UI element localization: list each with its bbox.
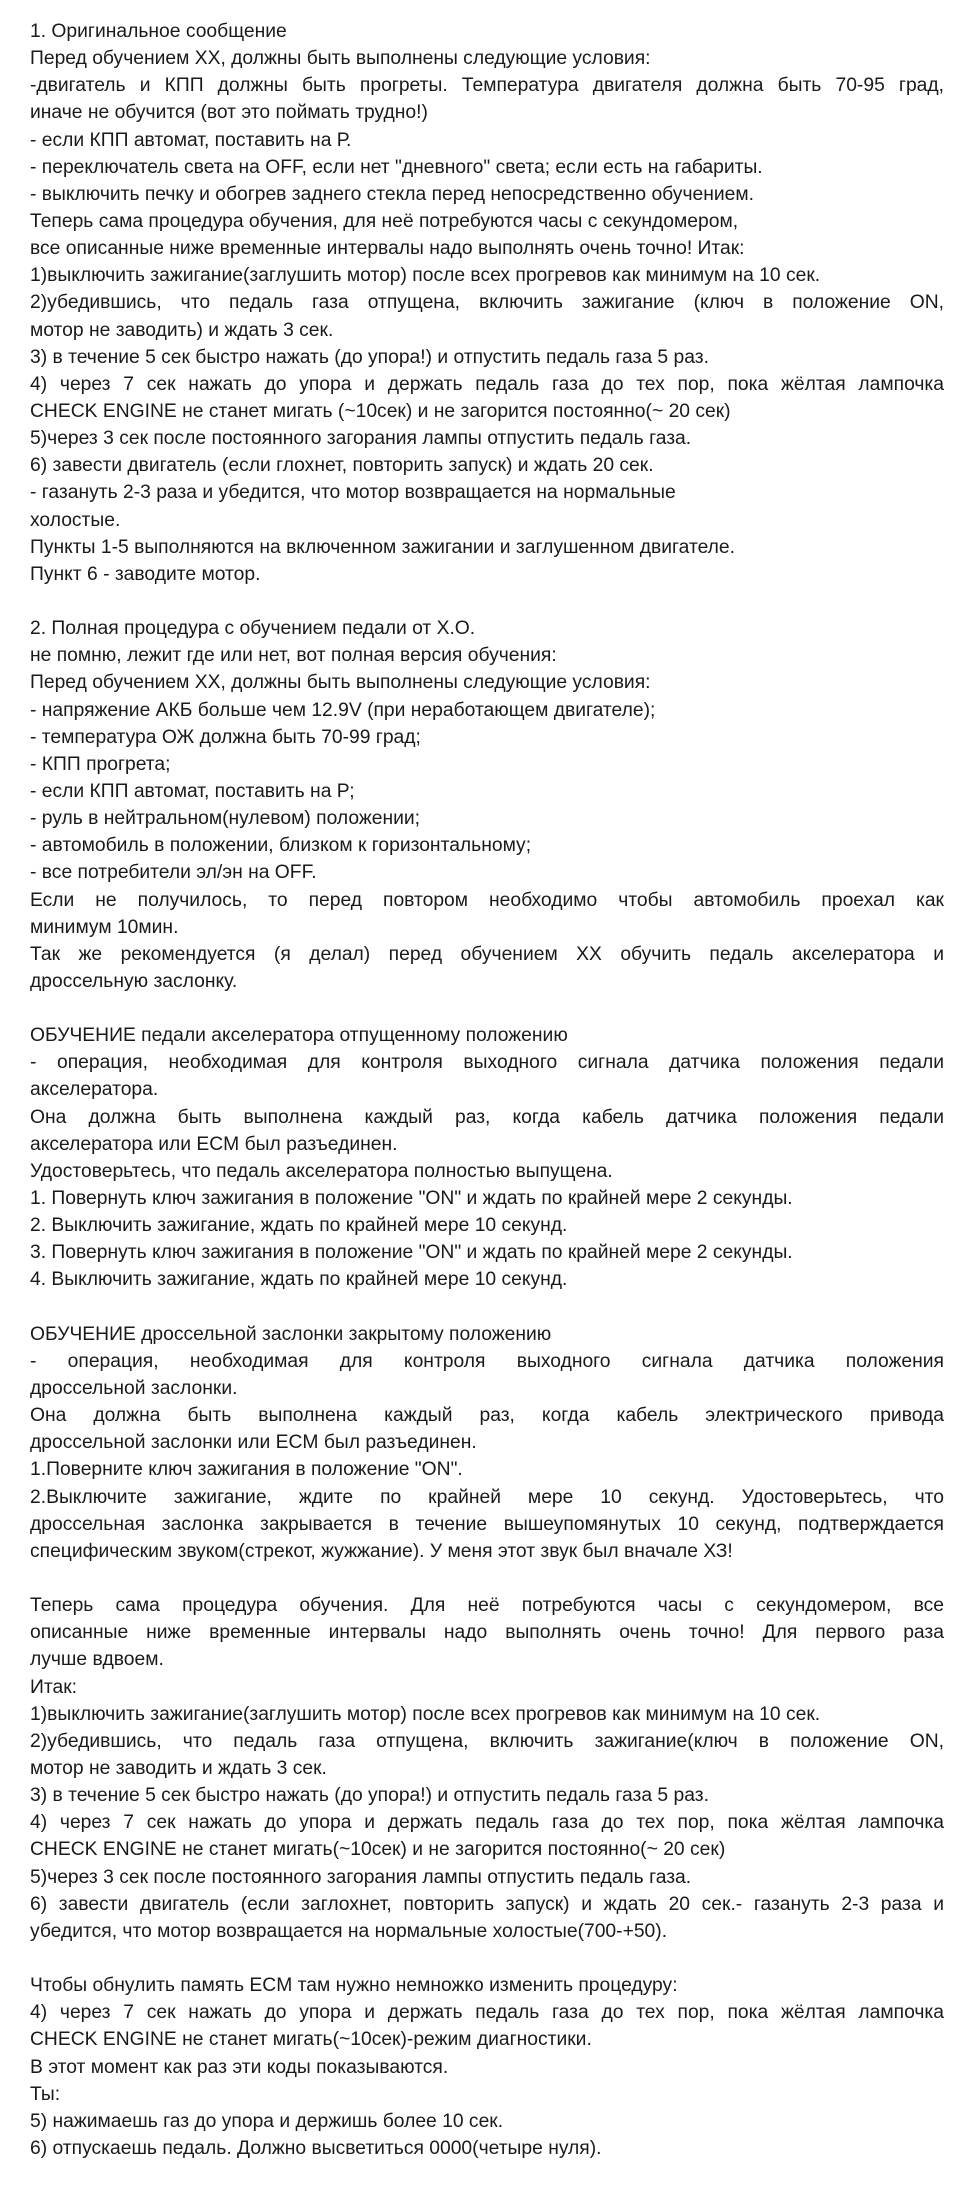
- text-line: 6) завести двигатель (если заглохнет, повторить запуск) и ждать 20 сек.- газануть 2-3 раза и: [30, 1893, 944, 1915]
- text-line: 2)убедившись, что педаль газа отпущена, включить зажигание(ключ в положение ON,: [30, 1730, 944, 1752]
- text-line: Перед обучением ХХ, должны быть выполнены следующие условия:: [30, 48, 651, 70]
- text-line: - если КПП автомат, поставить на Р.: [30, 129, 352, 151]
- text-line: дроссельная заслонка закрывается в течение вышеупомянутых 10 секунд, подтверждается: [30, 1513, 944, 1535]
- text-line: -двигатель и КПП должны быть прогреты. Температура двигателя должна быть 70-95 град,: [30, 75, 944, 97]
- text-line: Так же рекомендуется (я делал) перед обучением ХХ обучить педаль акселератора и: [30, 943, 944, 965]
- text-line: Удостоверьтесь, что педаль акселератора полностью выпущена.: [30, 1160, 613, 1182]
- text-line: - операция, необходимая для контроля выходного сигнала датчика положения: [30, 1350, 944, 1372]
- text-line: CHECK ENGINE не станет мигать(~10сек)-режим диагностики.: [30, 2029, 592, 2051]
- text-line: Она должна быть выполнена каждый раз, когда кабель электрического привода: [30, 1405, 944, 1427]
- text-line: 4. Выключить зажигание, ждать по крайней мере 10 секунд.: [30, 1269, 568, 1291]
- text-line: 2. Выключить зажигание, ждать по крайней мере 10 секунд.: [30, 1215, 568, 1237]
- text-line: дроссельной заслонки или ECM был разъединен.: [30, 1432, 477, 1454]
- text-line: - выключить печку и обогрев заднего стекла перед непосредственно обучением.: [30, 183, 754, 205]
- blank-line: [30, 1565, 944, 1592]
- text-line: убедится, что мотор возвращается на нормальные холостые(700-+50).: [30, 1920, 668, 1942]
- text-line: Итак:: [30, 1676, 77, 1698]
- text-line: 1)выключить зажигание(заглушить мотор) после всех прогревов как минимум на 10 сек.: [30, 265, 821, 287]
- text-line: минимум 10мин.: [30, 916, 179, 938]
- text-line: ОБУЧЕНИЕ педали акселератора отпущенному положению: [30, 1025, 568, 1047]
- text-line: 1)выключить зажигание(заглушить мотор) после всех прогревов как минимум на 10 сек.: [30, 1703, 821, 1725]
- text-line: мотор не заводить) и ждать 3 сек.: [30, 319, 334, 341]
- text-line: 2. Полная процедура с обучением педали от Х.О.: [30, 618, 476, 640]
- text-line: - руль в нейтральном(нулевом) положении;: [30, 808, 421, 830]
- text-line: Теперь сама процедура обучения. Для неё потребуются часы с секундомером, все: [30, 1595, 944, 1617]
- text-line: холостые.: [30, 509, 121, 531]
- text-line: - переключатель света на OFF, если нет "дневного" света; если есть на габариты.: [30, 156, 763, 178]
- text-line: акселератора.: [30, 1079, 159, 1101]
- text-line: - температура ОЖ должна быть 70-99 град;: [30, 726, 421, 748]
- text-line: Пункт 6 - заводите мотор.: [30, 563, 261, 585]
- blank-line: [30, 995, 944, 1022]
- text-line: специфическим звуком(стрекот, жужжание). У меня этот звук был вначале ХЗ!: [30, 1540, 733, 1562]
- text-line: Ты:: [30, 2083, 61, 2105]
- text-line: все описанные ниже временные интервалы надо выполнять очень точно! Итак:: [30, 238, 745, 260]
- text-line: Перед обучением ХХ, должны быть выполнены следующие условия:: [30, 672, 651, 694]
- text-line: Чтобы обнулить память ECM там нужно немножко изменить процедуру:: [30, 1975, 678, 1997]
- text-line: описанные ниже временные интервалы надо выполнять очень точно! Для первого раза: [30, 1622, 944, 1644]
- text-line: CHECK ENGINE не станет мигать (~10сек) и не загорится постоянно(~ 20 сек): [30, 400, 731, 422]
- blank-line: [30, 1945, 944, 1972]
- text-line: Пункты 1-5 выполняются на включенном зажигании и заглушенном двигателе.: [30, 536, 735, 558]
- text-line: мотор не заводить и ждать 3 сек.: [30, 1758, 327, 1779]
- blank-line: [30, 1294, 944, 1321]
- text-line: - если КПП автомат, поставить на Р;: [30, 780, 355, 802]
- text-line: дроссельную заслонку.: [30, 970, 238, 992]
- text-line: ОБУЧЕНИЕ дроссельной заслонки закрытому положению: [30, 1323, 552, 1345]
- text-line: - все потребители эл/эн на OFF.: [30, 862, 317, 884]
- blank-line: [30, 588, 944, 615]
- text-line: акселератора или ECM был разъединен.: [30, 1133, 398, 1155]
- text-line: 3) в течение 5 сек быстро нажать (до упора!) и отпустить педаль газа 5 раз.: [30, 1785, 709, 1807]
- text-line: иначе не обучится (вот это поймать трудно!): [30, 102, 428, 124]
- text-line: 3) в течение 5 сек быстро нажать (до упора!) и отпустить педаль газа 5 раз.: [30, 346, 709, 368]
- text-line: - КПП прогрета;: [30, 753, 171, 775]
- text-line: 5)через 3 сек после постоянного загорания лампы отпустить педаль газа.: [30, 1866, 692, 1888]
- text-line: дроссельной заслонки.: [30, 1378, 238, 1400]
- text-line: Она должна быть выполнена каждый раз, когда кабель датчика положения педали: [30, 1106, 944, 1128]
- text-line: CHECK ENGINE не станет мигать(~10сек) и не загорится постоянно(~ 20 сек): [30, 1839, 726, 1861]
- text-line: - операция, необходимая для контроля выходного сигнала датчика положения педали: [30, 1052, 944, 1074]
- text-line: - газануть 2-3 раза и убедится, что мотор возвращается на нормальные: [30, 482, 676, 504]
- text-line: Теперь сама процедура обучения, для неё потребуются часы с секундомером,: [30, 210, 739, 232]
- text-line: 4) через 7 сек нажать до упора и держать педаль газа до тех пор, пока жёлтая лампочка: [30, 2002, 944, 2024]
- text-line: 6) завести двигатель (если глохнет, повторить запуск) и ждать 20 сек.: [30, 455, 654, 477]
- text-line: не помню, лежит где или нет, вот полная версия обучения:: [30, 645, 557, 667]
- text-line: 5) нажимаешь газ до упора и держишь более 10 сек.: [30, 2110, 504, 2132]
- text-line: - напряжение АКБ больше чем 12.9V (при неработающем двигателе);: [30, 699, 656, 721]
- text-line: 4) через 7 сек нажать до упора и держать педаль газа до тех пор, пока жёлтая лампочка: [30, 1812, 944, 1834]
- text-line: Если не получилось, то перед повтором необходимо чтобы автомобиль проехал как: [30, 889, 944, 911]
- text-line: 1.Поверните ключ зажигания в положение "ON".: [30, 1459, 463, 1481]
- text-line: 5)через 3 сек после постоянного загорания лампы отпустить педаль газа.: [30, 428, 692, 450]
- text-line: 1. Повернуть ключ зажигания в положение "ON" и ждать по крайней мере 2 секунды.: [30, 1188, 793, 1210]
- text-line: 6) отпускаешь педаль. Должно высветиться 0000(четыре нуля).: [30, 2137, 602, 2159]
- text-line: 1. Оригинальное сообщение: [30, 21, 287, 42]
- text-line: 2)убедившись, что педаль газа отпущена, включить зажигание (ключ в положение ON,: [30, 292, 944, 314]
- text-line: - автомобиль в положении, близком к горизонтальному;: [30, 835, 532, 857]
- text-line: В этот момент как раз эти коды показываются.: [30, 2056, 449, 2078]
- text-line: лучше вдвоем.: [30, 1649, 164, 1671]
- text-line: 3. Повернуть ключ зажигания в положение "ON" и ждать по крайней мере 2 секунды.: [30, 1242, 793, 1264]
- text-line: 4) через 7 сек нажать до упора и держать педаль газа до тех пор, пока жёлтая лампочка: [30, 373, 944, 395]
- text-line: 2.Выключите зажигание, ждите по крайней мере 10 секунд. Удостоверьтесь, что: [30, 1486, 944, 1508]
